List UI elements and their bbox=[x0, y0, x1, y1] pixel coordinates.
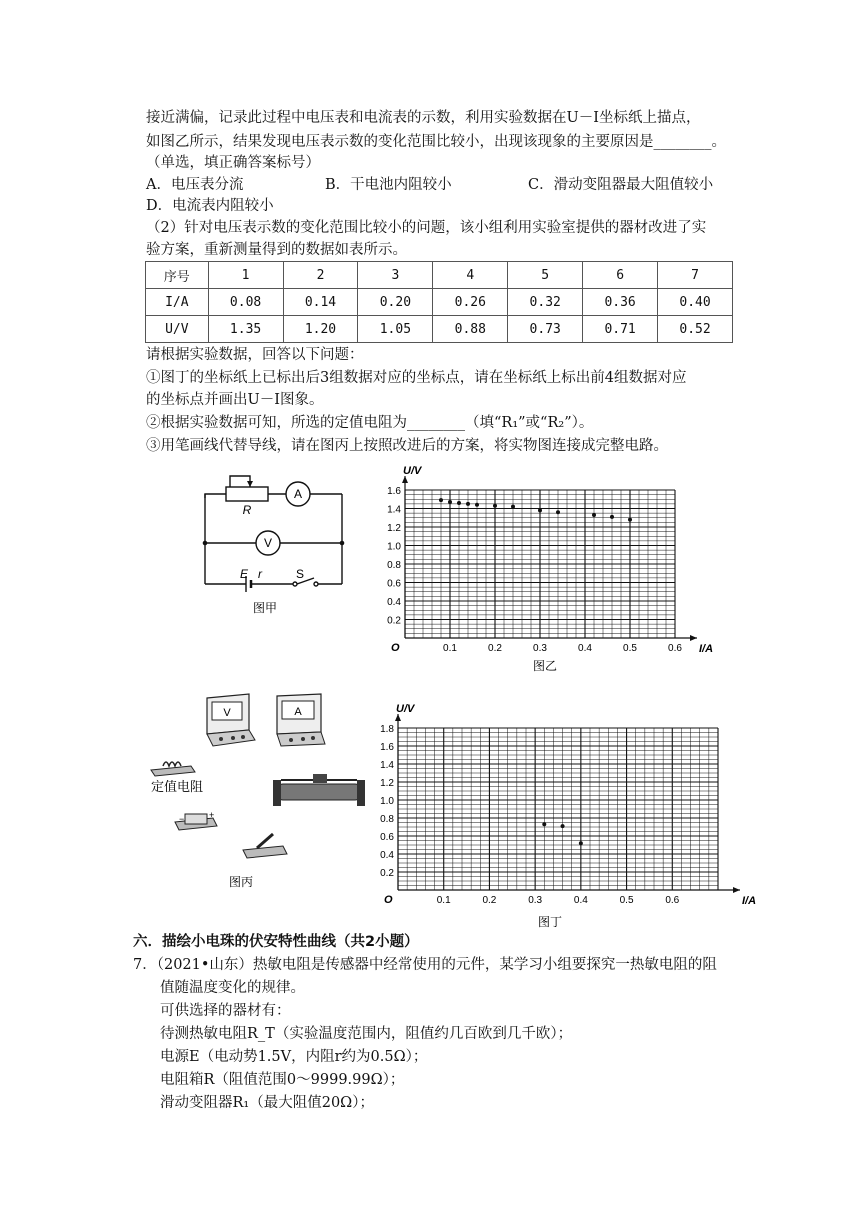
data-point bbox=[466, 502, 470, 506]
y-tick-label: 1.8 bbox=[380, 724, 394, 735]
emf-label: E bbox=[240, 567, 249, 581]
option-b: B．干电池内阻较小 bbox=[325, 177, 452, 193]
data-point bbox=[511, 505, 515, 509]
para-line-5: 验方案，重新测量得到的数据如表所示。 bbox=[146, 242, 407, 258]
figure-caption-bing: 图丙 bbox=[229, 875, 254, 889]
table-cell: 0.40 bbox=[658, 289, 733, 316]
y-tick-label: 1.2 bbox=[387, 523, 401, 534]
table-cell: 0.88 bbox=[433, 316, 508, 343]
y-tick-label: 1.0 bbox=[380, 796, 394, 807]
y-tick-label: 0.8 bbox=[380, 814, 394, 825]
table-cell: 0.73 bbox=[508, 316, 583, 343]
x-tick-label: 0.1 bbox=[436, 895, 451, 906]
x-axis-arrow-icon bbox=[690, 635, 697, 641]
y-tick-label: 0.8 bbox=[387, 560, 401, 571]
table-cell: 0.71 bbox=[583, 316, 658, 343]
figure-caption-jia: 图甲 bbox=[252, 601, 278, 615]
equipment-item: 电阻箱R（阻值范围0～9999.99Ω）； bbox=[160, 1072, 405, 1088]
svg-text:−: − bbox=[179, 814, 185, 824]
internal-resistance-label: r bbox=[258, 567, 262, 581]
x-axis-label: I/A bbox=[742, 895, 757, 907]
figure-caption: 图乙 bbox=[532, 659, 558, 673]
table-cell: 0.32 bbox=[508, 289, 583, 316]
switch-label: S bbox=[296, 567, 305, 581]
data-point bbox=[538, 508, 542, 512]
x-axis-arrow-icon bbox=[733, 887, 740, 893]
apparatus-figure bbox=[145, 690, 370, 895]
table-cell: 0.14 bbox=[283, 289, 358, 316]
battery-device bbox=[175, 810, 217, 830]
para-line-3: （单选，填正确答案标号） bbox=[146, 155, 320, 171]
y-axis-arrow-icon bbox=[395, 714, 401, 721]
data-point bbox=[592, 513, 596, 517]
y-axis-label: U/V bbox=[396, 703, 415, 715]
rheostat-device bbox=[273, 774, 365, 806]
data-point bbox=[610, 515, 614, 519]
para-line-2: 如图乙所示，结果发现电压表示数的变化范围比较小，出现该现象的主要原因是________。 bbox=[146, 134, 726, 150]
y-tick-label: 0.4 bbox=[380, 850, 394, 861]
table-cell: 1.35 bbox=[208, 316, 283, 343]
ui-chart-yi bbox=[375, 465, 730, 675]
rheostat-label: R bbox=[242, 503, 252, 517]
data-point bbox=[628, 518, 632, 522]
slider-arrow-icon bbox=[247, 481, 253, 487]
ui-chart-ding bbox=[375, 703, 760, 930]
y-tick-label: 1.2 bbox=[380, 778, 394, 789]
equipment-item: 滑动变阻器R₁（最大阻值20Ω）； bbox=[160, 1095, 374, 1111]
question-7-line-2: 值随温度变化的规律。 bbox=[160, 980, 305, 996]
option-d: D．电流表内阻较小 bbox=[146, 198, 274, 214]
table-cell: 7 bbox=[658, 262, 733, 289]
y-tick-label: 1.6 bbox=[387, 486, 401, 497]
question-3: ③用笔画线代替导线，请在图丙上按照改进后的方案，将实物图连接成完整电路。 bbox=[146, 438, 668, 454]
equipment-intro: 可供选择的器材有： bbox=[160, 1003, 291, 1019]
x-tick-label: 0.1 bbox=[443, 643, 457, 654]
data-point bbox=[542, 822, 546, 826]
table-cell: U/V bbox=[146, 316, 209, 343]
junction-node bbox=[203, 541, 208, 546]
data-point bbox=[556, 510, 560, 514]
table-cell: 2 bbox=[283, 262, 358, 289]
table-row bbox=[146, 262, 733, 289]
table-cell: I/A bbox=[146, 289, 209, 316]
y-tick-label: 1.4 bbox=[387, 504, 401, 516]
x-tick-label: 0.4 bbox=[578, 643, 592, 654]
y-tick-label: 1.4 bbox=[380, 760, 394, 771]
question-2: ②根据实验数据可知，所选的定值电阻为________（填“R₁”或“R₂”）。 bbox=[146, 415, 594, 431]
table-cell: 0.36 bbox=[583, 289, 658, 316]
voltmeter-face-label: V bbox=[223, 707, 231, 719]
para-line-4: （2）针对电压表示数的变化范围比较小的问题，该小组利用实验室提供的器材改进了实 bbox=[146, 220, 707, 236]
figure-caption: 图丁 bbox=[537, 915, 563, 929]
table-cell: 6 bbox=[583, 262, 658, 289]
ammeter-face-label: A bbox=[294, 706, 302, 718]
y-tick-label: 0.6 bbox=[380, 832, 394, 843]
ammeter-device bbox=[277, 694, 325, 746]
data-point bbox=[448, 500, 452, 504]
question-7-line-1: 7．（2021•山东）热敏电阻是传感器中经常使用的元件，某学习小组要探究一热敏电阻的阻 bbox=[133, 957, 717, 973]
option-a: A．电压表分流 bbox=[146, 177, 244, 193]
origin-label: O bbox=[391, 642, 400, 654]
table-cell: 0.52 bbox=[658, 316, 733, 343]
fixed-resistor-device bbox=[151, 762, 195, 776]
y-tick-label: 1.6 bbox=[380, 742, 394, 753]
table-cell: 序号 bbox=[146, 262, 209, 289]
y-tick-label: 0.2 bbox=[387, 615, 401, 627]
x-tick-label: 0.3 bbox=[533, 643, 547, 654]
question-1-line-1: ①图丁的坐标纸上已标出后3组数据对应的坐标点，请在坐标纸上标出前4组数据对应 bbox=[146, 370, 687, 386]
data-point bbox=[493, 504, 497, 508]
x-tick-label: 0.6 bbox=[668, 643, 682, 654]
fixed-resistor-label: 定值电阻 bbox=[151, 779, 204, 794]
table-row bbox=[146, 289, 733, 316]
circuit-diagram bbox=[190, 468, 360, 628]
junction-node bbox=[340, 541, 345, 546]
origin-label: O bbox=[384, 894, 393, 906]
switch-device bbox=[243, 834, 287, 858]
table-cell: 1.20 bbox=[283, 316, 358, 343]
questions-intro: 请根据实验数据，回答以下问题： bbox=[146, 347, 364, 363]
x-tick-label: 0.2 bbox=[482, 895, 497, 906]
y-tick-label: 0.2 bbox=[380, 868, 394, 879]
table-cell: 0.26 bbox=[433, 289, 508, 316]
section-title: 六．描绘小电珠的伏安特性曲线（共2小题） bbox=[133, 934, 419, 950]
svg-text:+: + bbox=[209, 810, 215, 820]
table-cell: 1.05 bbox=[358, 316, 433, 343]
x-axis-label: I/A bbox=[699, 643, 714, 655]
x-tick-label: 0.5 bbox=[623, 643, 637, 654]
y-axis-arrow-icon bbox=[402, 476, 408, 483]
equipment-item: 待测热敏电阻R_T（实验温度范围内，阻值约几百欧到几千欧）； bbox=[160, 1026, 573, 1042]
equipment-item: 电源E（电动势1.5V，内阻r约为0.5Ω）； bbox=[160, 1049, 428, 1065]
y-axis-label: U/V bbox=[403, 465, 422, 477]
x-tick-label: 0.4 bbox=[573, 895, 588, 906]
y-tick-label: 0.4 bbox=[387, 597, 401, 608]
y-tick-label: 0.6 bbox=[387, 578, 401, 590]
voltmeter-label: V bbox=[263, 536, 273, 550]
x-tick-label: 0.5 bbox=[619, 895, 634, 906]
data-point bbox=[561, 824, 565, 828]
table-cell: 5 bbox=[508, 262, 583, 289]
ammeter-label: A bbox=[293, 487, 303, 501]
x-tick-label: 0.3 bbox=[528, 895, 543, 906]
voltmeter-device bbox=[207, 694, 255, 746]
data-point bbox=[579, 841, 583, 845]
para-line-1: 接近满偏，记录此过程中电压表和电流表的示数，利用实验数据在U－I坐标纸上描点， bbox=[146, 110, 701, 126]
table-cell: 3 bbox=[358, 262, 433, 289]
question-1-line-2: 的坐标点并画出U－I图象。 bbox=[146, 392, 324, 408]
data-point bbox=[439, 498, 443, 502]
data-point bbox=[457, 501, 461, 505]
table-cell: 0.08 bbox=[208, 289, 283, 316]
table-cell: 0.20 bbox=[358, 289, 433, 316]
table-row bbox=[146, 316, 733, 343]
table-cell: 4 bbox=[433, 262, 508, 289]
x-tick-label: 0.6 bbox=[665, 895, 680, 906]
data-table bbox=[145, 261, 733, 343]
x-tick-label: 0.2 bbox=[488, 643, 502, 654]
table-cell: 1 bbox=[208, 262, 283, 289]
y-tick-label: 1.0 bbox=[387, 541, 401, 553]
data-point bbox=[475, 503, 479, 507]
option-c: C．滑动变阻器最大阻值较小 bbox=[528, 177, 714, 193]
